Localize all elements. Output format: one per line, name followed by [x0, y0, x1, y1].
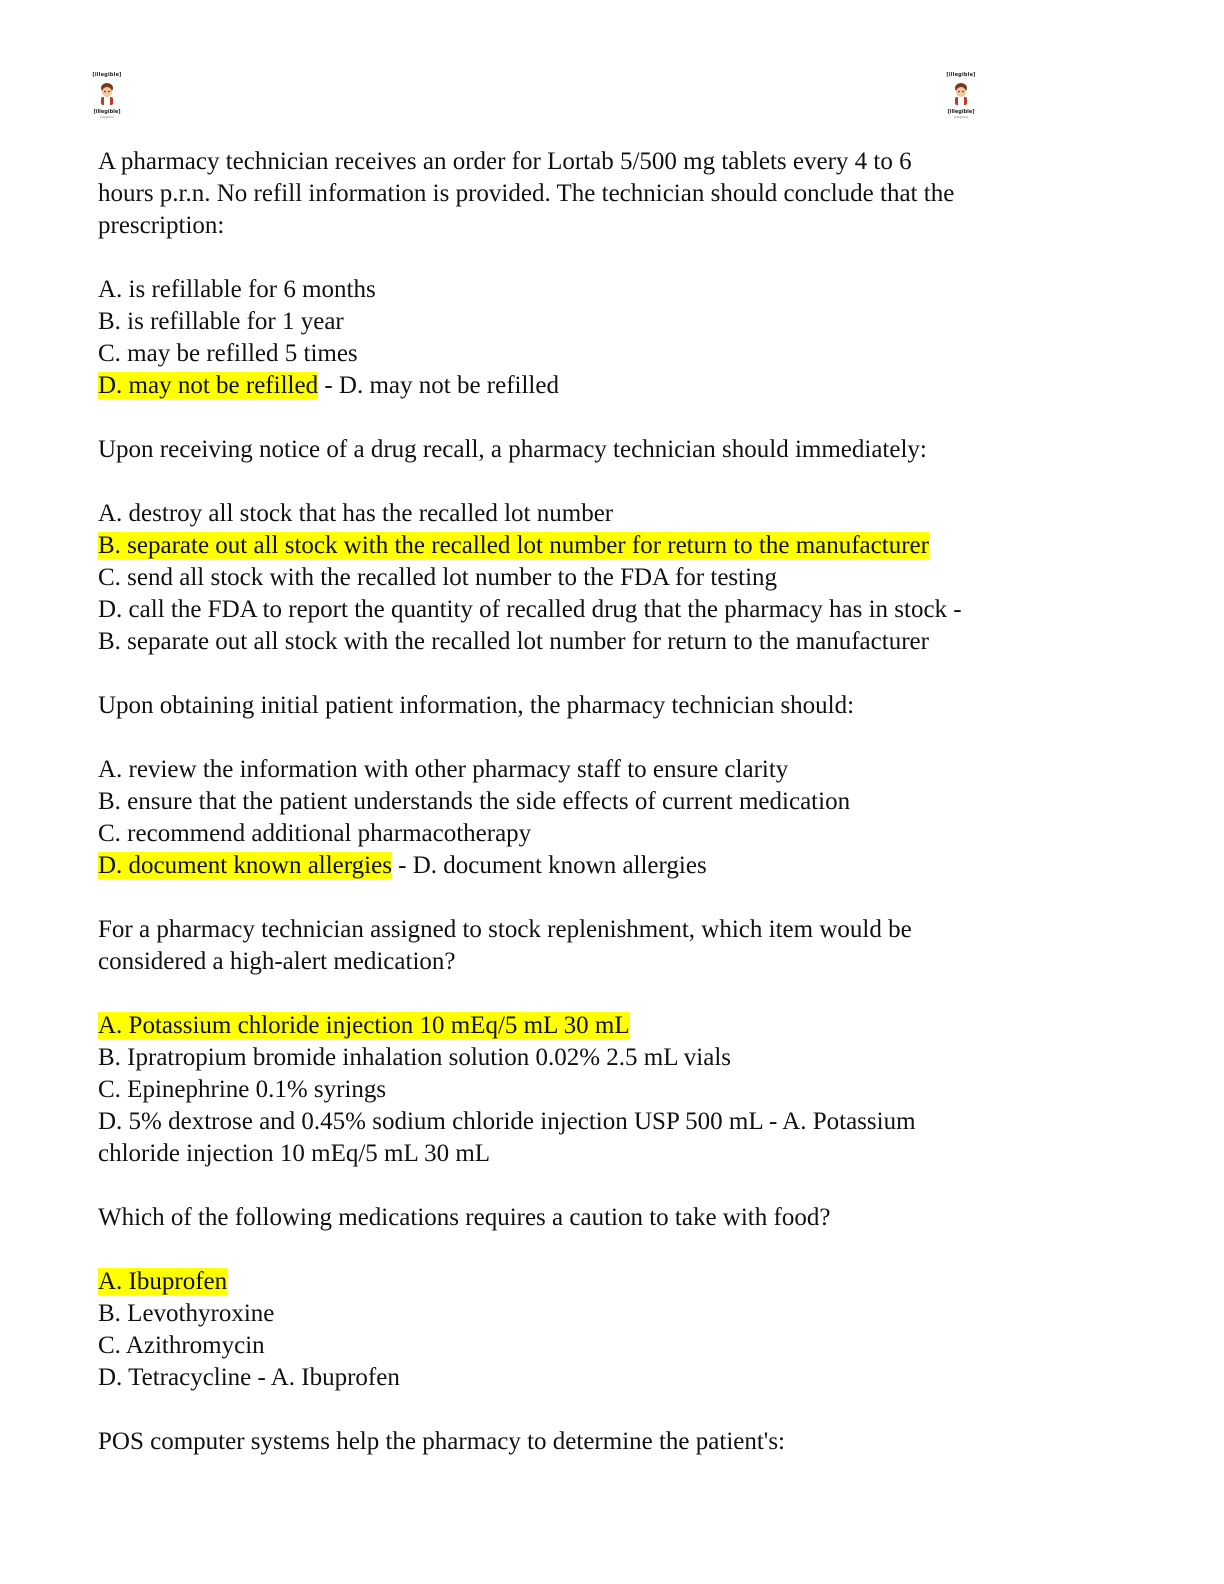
- option-a: A. is refillable for 6 months: [98, 276, 376, 303]
- highlighted-answer: A. Potassium chloride injection 10 mEq/5 mL 30 mL: [98, 1012, 630, 1039]
- stem-line: Upon receiving notice of a drug recall, a pharmacy technician should immediately:: [98, 436, 927, 463]
- question-3-options: [98, 754, 1108, 882]
- option-c: C. Azithromycin: [98, 1332, 265, 1359]
- question-4-stem: [98, 914, 1108, 978]
- header-logo-left: [76, 72, 138, 132]
- option-a: A. destroy all stock that has the recalled lot number: [98, 500, 614, 527]
- question-4-options: [98, 1010, 1108, 1170]
- logo-top-text: [illegible]: [946, 72, 976, 78]
- stem-line: considered a high-alert medication?: [98, 948, 456, 975]
- option-b: B. Levothyroxine: [98, 1300, 275, 1327]
- mascot-icon: [949, 81, 973, 107]
- question-2-options: [98, 498, 1108, 658]
- option-b: B. is refillable for 1 year: [98, 308, 344, 335]
- option-a: [98, 1266, 1108, 1298]
- answer-text: - D. may not be refilled: [318, 372, 559, 399]
- question-1-options: [98, 274, 1108, 402]
- document-body: [98, 146, 1108, 1490]
- header-logo-right: [930, 72, 992, 132]
- answer-text: chloride injection 10 mEq/5 mL 30 mL: [98, 1140, 491, 1167]
- answer-text: B. separate out all stock with the recalled lot number for return to the manufacturer: [98, 628, 929, 655]
- option-b: B. ensure that the patient understands the side effects of current medication: [98, 788, 851, 815]
- option-b: [98, 530, 1108, 562]
- highlighted-answer: B. separate out all stock with the recalled lot number for return to the manufacturer: [98, 532, 929, 559]
- question-2-stem: [98, 434, 1108, 466]
- answer-text: - D. document known allergies: [391, 852, 707, 879]
- option-d: D. call the FDA to report the quantity of recalled drug that the pharmacy has in stock -: [98, 596, 962, 623]
- option-d: [98, 850, 1108, 882]
- question-5-options: [98, 1266, 1108, 1394]
- option-c: C. may be refilled 5 times: [98, 340, 358, 367]
- highlighted-answer: D. document known allergies: [98, 852, 392, 879]
- logo-bottom-text: [illegible]: [947, 109, 975, 115]
- logo-tag-text: [illegible]: [953, 115, 968, 119]
- option-d: D. 5% dextrose and 0.45% sodium chloride injection USP 500 mL - A. Potassium: [98, 1108, 916, 1135]
- stem-line: Which of the following medications requires a caution to take with food?: [98, 1204, 831, 1231]
- logo-bottom-text: [illegible]: [93, 109, 121, 115]
- stem-line: For a pharmacy technician assigned to stock replenishment, which item would be: [98, 916, 912, 943]
- option-d: D. Tetracycline - A. Ibuprofen: [98, 1364, 400, 1391]
- stem-line: A pharmacy technician receives an order for Lortab 5/500 mg tablets every 4 to 6: [98, 148, 912, 175]
- option-a: A. review the information with other pharmacy staff to ensure clarity: [98, 756, 789, 783]
- option-c: C. recommend additional pharmacotherapy: [98, 820, 532, 847]
- stem-line: Upon obtaining initial patient information, the pharmacy technician should:: [98, 692, 855, 719]
- stem-line: POS computer systems help the pharmacy to determine the patient's:: [98, 1428, 785, 1455]
- option-b: B. Ipratropium bromide inhalation solution 0.02% 2.5 mL vials: [98, 1044, 732, 1071]
- option-a: [98, 1010, 1108, 1042]
- option-c: C. Epinephrine 0.1% syrings: [98, 1076, 387, 1103]
- logo-top-text: [illegible]: [92, 72, 122, 78]
- option-c: C. send all stock with the recalled lot number to the FDA for testing: [98, 564, 778, 591]
- question-5-stem: [98, 1202, 1108, 1234]
- highlighted-answer: A. Ibuprofen: [98, 1268, 228, 1295]
- stem-line: hours p.r.n. No refill information is provided. The technician should conclude that the: [98, 180, 955, 207]
- stem-line: prescription:: [98, 212, 225, 239]
- logo-tag-text: [illegible]: [99, 115, 114, 119]
- question-6-stem: [98, 1426, 1108, 1458]
- question-1-stem: [98, 146, 1108, 242]
- mascot-icon: [95, 81, 119, 107]
- option-d: [98, 370, 1108, 402]
- question-3-stem: [98, 690, 1108, 722]
- highlighted-answer: D. may not be refilled: [98, 372, 319, 399]
